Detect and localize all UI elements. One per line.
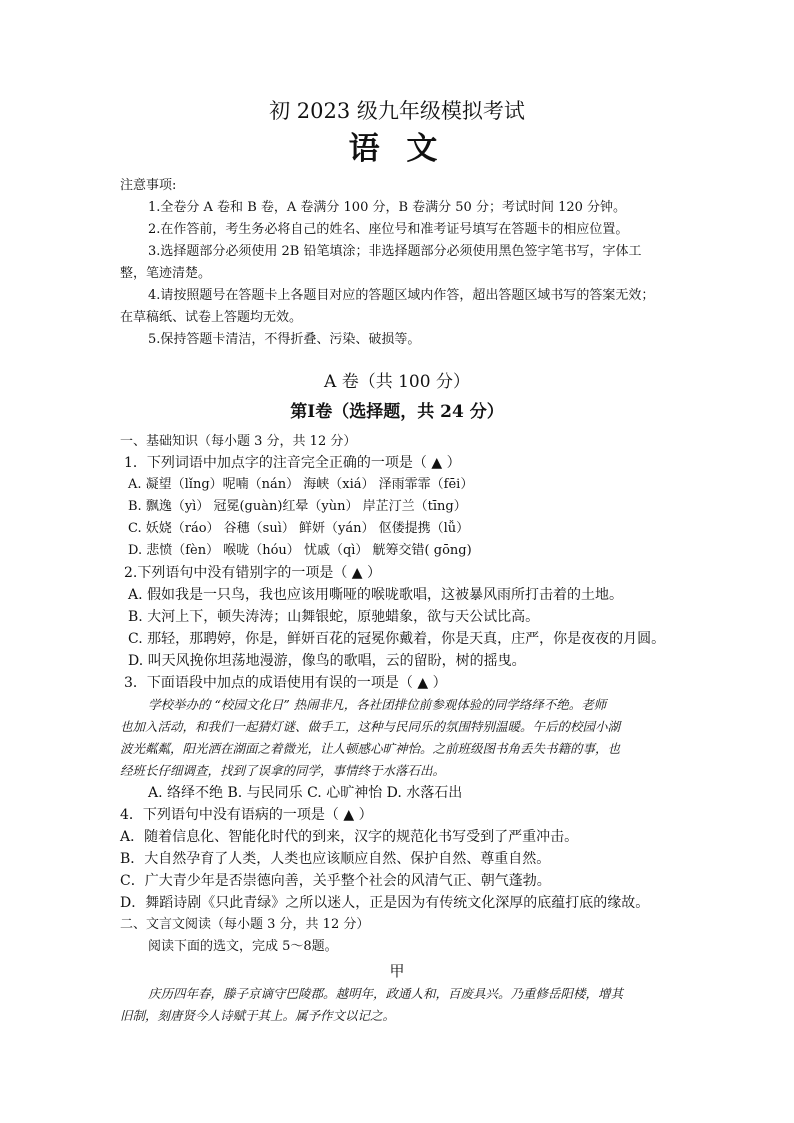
q4-option-a: A．随着信息化、智能化时代的到来，汉字的规范化书写受到了严重冲击。 — [120, 829, 579, 845]
part-1-title: 第Ⅰ卷（选择题，共 24 分） — [290, 402, 504, 422]
section-2-instruction: 阅读下面的选文，完成 5～8题。 — [148, 939, 338, 954]
q3-passage-line-4: 经班长仔细调查，找到了误拿的同学，事情终于水落石出。 — [120, 763, 446, 778]
q2-option-c: C. 那轻，那聘婷，你是，鲜妍百花的冠冕你戴着，你是天真，庄严，你是夜夜的月圆。 — [128, 631, 666, 647]
q2-option-b: B. 大河上下，顿失涛涛；山舞银蛇，原驰蜡象，欲与天公试比高。 — [128, 609, 540, 625]
q4-option-d: D．舞蹈诗剧《只此青绿》之所以迷人，正是因为有传统文化深厚的底蕴打底的缘故。 — [120, 895, 650, 911]
q2-option-a: A. 假如我是一只鸟，我也应该用嘶哑的喉咙歌唱，这被暴风雨所打击着的土地。 — [128, 587, 624, 603]
q2-stem: 2.下列语句中没有错别字的一项是（ ▲ ） — [124, 565, 382, 581]
notice-item-1: 1.全卷分 A 卷和 B 卷，A 卷满分 100 分，B 卷满分 50 分；考试时间 120 分钟。 — [148, 200, 627, 215]
q3-passage-line-2: 也加入活动，和我们一起猜灯谜、做手工，这种与民同乐的氛围特别温暖。午后的校园小湖 — [120, 719, 621, 734]
passage-line-1: 庆历四年春，滕子京谪守巴陵郡。越明年，政通人和，百废具兴。乃重修岳阳楼，增其 — [148, 986, 624, 1001]
passage-label: 甲 — [389, 962, 405, 980]
subject-title: 语 文 — [348, 131, 446, 167]
notice-item-3b: 整，笔迹清楚。 — [120, 266, 212, 281]
q1-option-a: A. 凝望（lǐng）呢喃（nán） 海峡（xiá） 泽雨霏霏（fēi） — [128, 477, 474, 492]
volume-a-title: A 卷（共 100 分） — [324, 372, 470, 392]
q1-option-d: D. 悲愤（fèn） 喉咙（hóu） 忧戚（qì） 觥筹交错( gōng) — [128, 543, 472, 558]
q3-stem: 3．下面语段中加点的成语使用有误的一项是（ ▲ ） — [124, 675, 447, 691]
notice-item-4b: 在草稿纸、试卷上答题均无效。 — [120, 310, 303, 325]
q2-option-d: D. 叫天风挽你坦荡地漫游，像鸟的歌唱，云的留盼，树的摇曳。 — [128, 653, 526, 669]
q3-options: A. 络绎不绝 B. 与民同乐 C. 心旷神怡 D. 水落石出 — [148, 785, 463, 801]
q3-passage-line-3: 波光粼粼，阳光洒在湖面之着微光，让人顿感心旷神怡。之前班级图书角丢失书籍的事，也 — [120, 741, 621, 756]
notice-item-3a: 3.选择题部分必须使用 2B 铅笔填涂；非选择题部分必须使用黑色签字笔书写，字体工 — [148, 244, 642, 259]
q4-option-c: C．广大青少年是否崇德向善，关乎整个社会的风清气正、朝气蓬勃。 — [120, 873, 551, 889]
notice-item-2: 2.在作答前，考生务必将自己的姓名、座位号和准考证号填写在答题卡的相应位置。 — [148, 222, 629, 237]
q1-option-b: B. 飘逸（yì） 冠冕(guàn)红晕（yùn） 岸芷汀兰（tīng） — [128, 499, 467, 514]
notice-label: 注意事项: — [120, 178, 177, 193]
notice-item-4a: 4.请按照题号在答题卡上各题目对应的答题区域内作答，超出答题区域书写的答案无效； — [148, 288, 655, 303]
q1-option-c: C. 妖娆（ráo） 谷穗（suì） 鲜妍（yán） 伛偻提携（lǚ） — [128, 521, 470, 536]
section-1-title: 一、基础知识（每小题 3 分，共 12 分） — [120, 434, 357, 449]
notice-item-5: 5.保持答题卡清洁，不得折叠、污染、破损等。 — [148, 332, 421, 347]
exam-title: 初 2023 级九年级模拟考试 — [269, 99, 525, 123]
q1-stem: 1．下列词语中加点字的注音完全正确的一项是（ ▲ ） — [124, 455, 461, 471]
passage-line-2: 旧制，刻唐贤今人诗赋于其上。属予作文以记之。 — [120, 1008, 396, 1023]
q4-option-b: B．大自然孕育了人类，人类也应该顺应自然、保护自然、尊重自然。 — [120, 851, 551, 867]
section-2-title: 二、文言文阅读（每小题 3 分，共 12 分） — [120, 917, 370, 932]
q4-stem: 4．下列语句中没有语病的一项是（ ▲ ） — [120, 807, 373, 823]
q3-passage-line-1: 学校举办的 “校园文化日” 热闹非凡，各社团排位前参观体验的同学络绎不绝。老师 — [148, 697, 607, 712]
